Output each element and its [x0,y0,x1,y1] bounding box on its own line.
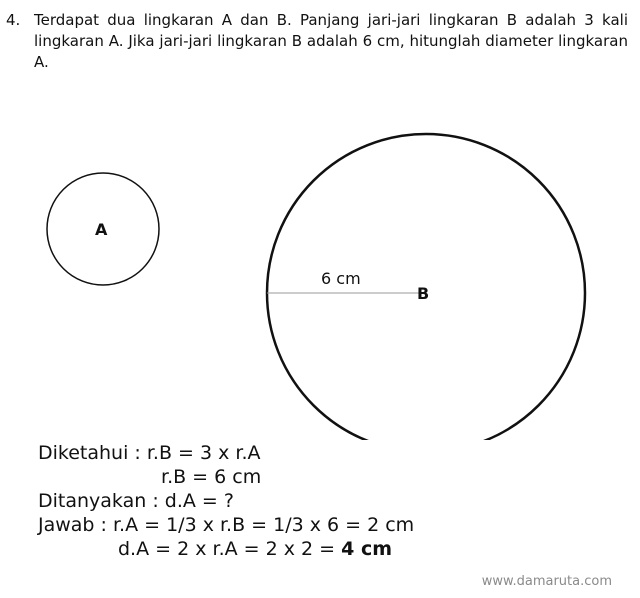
diketahui-line: Diketahui : r.B = 3 x r.A [38,442,261,464]
radius-label: 6 cm [321,269,361,288]
question-number: 4. [6,11,21,29]
circle-a-label: A [95,220,108,239]
jawab-line-2 [38,537,414,561]
answer-block [38,441,414,561]
jawab-line: Jawab : r.A = 1/3 x r.B = 1/3 x 6 = 2 cm [38,514,415,536]
final-answer: 4 cm [341,538,393,560]
diketahui-line-2: r.B = 6 cm [161,466,262,488]
ditanyakan-line: Ditanyakan : d.A = ? [38,490,234,512]
circle-b-label: B [417,284,430,303]
jawab-line-2-text: d.A = 2 x r.A = 2 x 2 = [118,538,342,560]
question-text: Terdapat dua lingkaran A dan B. Panjang jari-jari lingkaran B adalah 3 kali lingkaran A. Jika jari-jari lingkaran B adalah 6 cm, hitunglah diameter lingkaran A. [34,11,628,71]
watermark: www.damaruta.com [481,574,612,589]
